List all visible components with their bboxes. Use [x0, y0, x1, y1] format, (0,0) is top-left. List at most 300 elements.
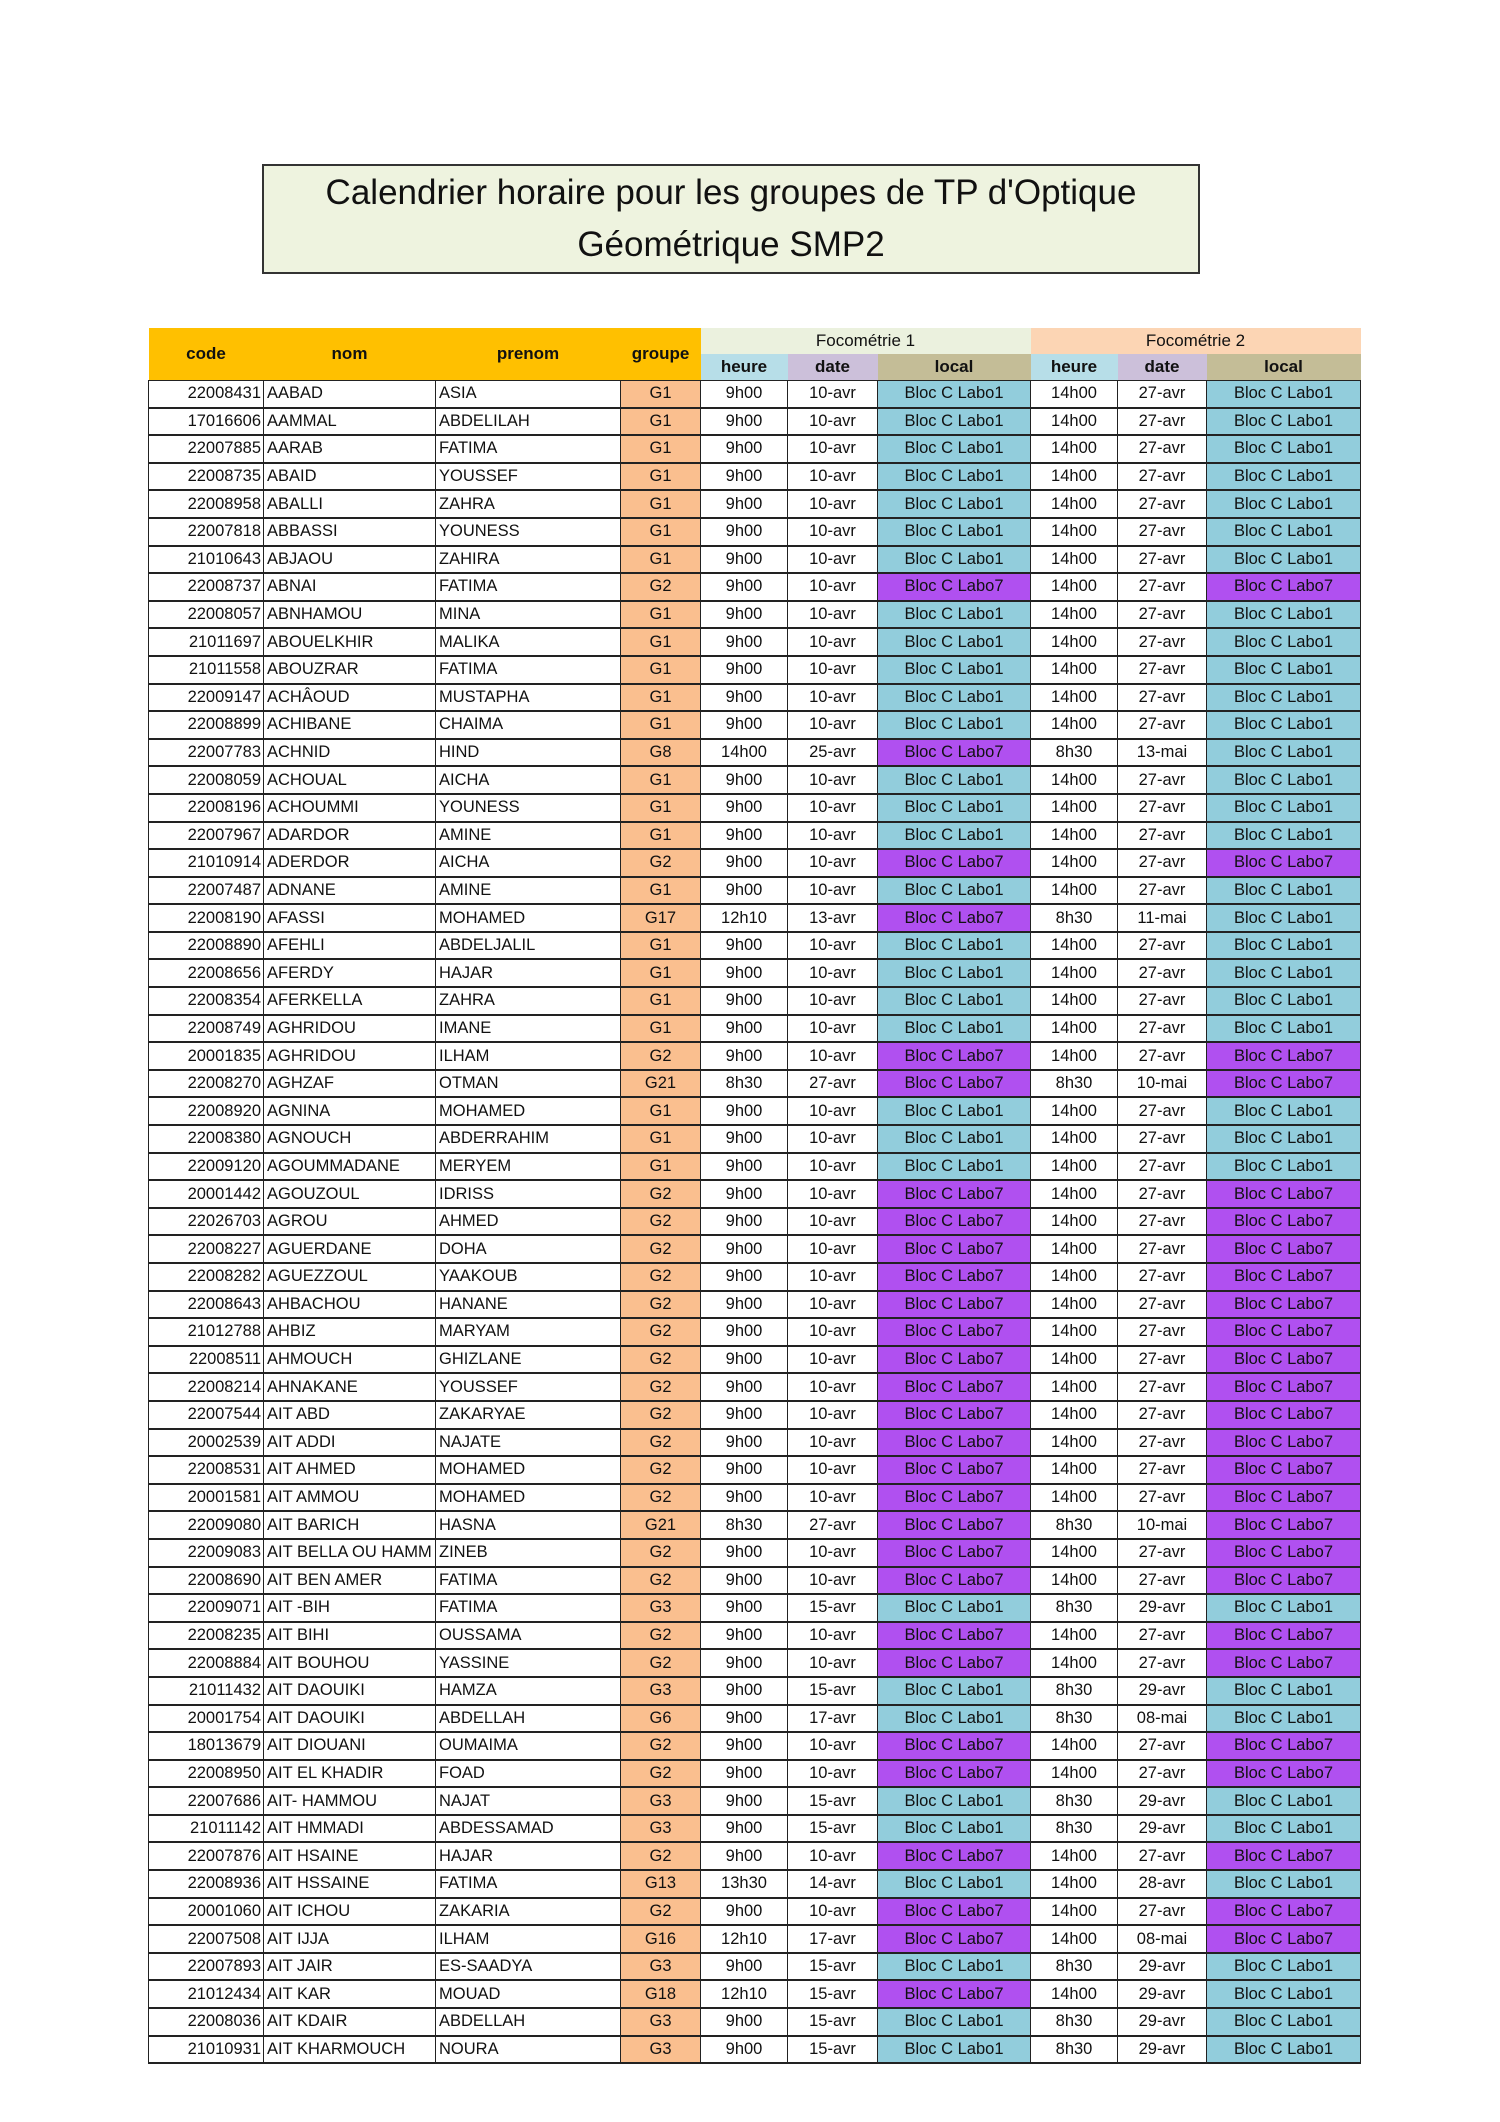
cell-groupe: G1: [621, 381, 701, 408]
cell-code: 21011558: [149, 656, 264, 684]
cell-date-2: 27-avr: [1118, 849, 1207, 877]
cell-heure-2: 14h00: [1031, 987, 1118, 1015]
cell-nom: AIT ICHOU: [264, 1898, 436, 1926]
cell-local-2: Bloc C Labo1: [1207, 932, 1361, 960]
cell-code: 20001442: [149, 1180, 264, 1208]
cell-groupe: G2: [621, 1346, 701, 1374]
table-row: [149, 1373, 1361, 1401]
cell-prenom: HAJAR: [436, 959, 621, 987]
cell-local-1: Bloc C Labo1: [878, 1097, 1031, 1125]
cell-prenom: ZAHRA: [436, 987, 621, 1015]
cell-heure-1: 9h00: [701, 987, 788, 1015]
cell-date-2: 27-avr: [1118, 1291, 1207, 1319]
cell-nom: ABBASSI: [264, 518, 436, 546]
cell-groupe: G2: [621, 1898, 701, 1926]
cell-date-1: 25-avr: [788, 739, 878, 767]
cell-date-2: 27-avr: [1118, 408, 1207, 436]
cell-date-1: 14-avr: [788, 1870, 878, 1898]
cell-local-1: Bloc C Labo1: [878, 518, 1031, 546]
cell-date-1: 10-avr: [788, 463, 878, 491]
cell-nom: AGOUMMADANE: [264, 1153, 436, 1181]
cell-code: 22007876: [149, 1842, 264, 1870]
cell-prenom: YOUNESS: [436, 518, 621, 546]
cell-code: 22007544: [149, 1401, 264, 1429]
cell-heure-2: 14h00: [1031, 1925, 1118, 1953]
cell-date-2: 28-avr: [1118, 1870, 1207, 1898]
cell-local-2: Bloc C Labo7: [1207, 1070, 1361, 1098]
cell-date-1: 10-avr: [788, 987, 878, 1015]
cell-nom: AIT KDAIR: [264, 2008, 436, 2036]
cell-heure-1: 9h00: [701, 1815, 788, 1843]
cell-heure-1: 9h00: [701, 1649, 788, 1677]
cell-code: 22007783: [149, 739, 264, 767]
cell-prenom: ABDELLAH: [436, 1705, 621, 1733]
cell-local-1: Bloc C Labo7: [878, 1511, 1031, 1539]
cell-local-1: Bloc C Labo1: [878, 628, 1031, 656]
cell-local-1: Bloc C Labo7: [878, 573, 1031, 601]
cell-heure-1: 9h00: [701, 628, 788, 656]
cell-prenom: HANANE: [436, 1291, 621, 1319]
cell-date-1: 10-avr: [788, 1760, 878, 1788]
table-row: [149, 1787, 1361, 1815]
cell-local-2: Bloc C Labo1: [1207, 463, 1361, 491]
cell-local-1: Bloc C Labo1: [878, 1677, 1031, 1705]
cell-date-1: 10-avr: [788, 711, 878, 739]
cell-nom: AIT BOUHOU: [264, 1649, 436, 1677]
cell-local-2: Bloc C Labo7: [1207, 1235, 1361, 1263]
cell-prenom: MOUAD: [436, 1980, 621, 2008]
cell-prenom: YOUSSEF: [436, 1373, 621, 1401]
cell-heure-1: 9h00: [701, 1842, 788, 1870]
cell-date-1: 10-avr: [788, 435, 878, 463]
table-row: [149, 739, 1361, 767]
cell-heure-2: 14h00: [1031, 435, 1118, 463]
cell-local-1: Bloc C Labo1: [878, 1153, 1031, 1181]
cell-nom: AHMOUCH: [264, 1346, 436, 1374]
cell-prenom: ZAKARIA: [436, 1898, 621, 1926]
cell-groupe: G1: [621, 766, 701, 794]
cell-heure-1: 9h00: [701, 1346, 788, 1374]
cell-groupe: G2: [621, 1760, 701, 1788]
cell-nom: AIT ADDI: [264, 1429, 436, 1457]
cell-heure-1: 9h00: [701, 463, 788, 491]
table-row: [149, 1484, 1361, 1512]
cell-nom: ABALLI: [264, 490, 436, 518]
cell-groupe: G2: [621, 1042, 701, 1070]
cell-heure-2: 8h30: [1031, 1953, 1118, 1981]
cell-date-2: 27-avr: [1118, 1429, 1207, 1457]
cell-heure-2: 8h30: [1031, 904, 1118, 932]
cell-nom: ABNHAMOU: [264, 601, 436, 629]
cell-date-2: 27-avr: [1118, 1456, 1207, 1484]
cell-prenom: MUSTAPHA: [436, 684, 621, 712]
cell-heure-1: 9h00: [701, 1677, 788, 1705]
cell-date-2: 11-mai: [1118, 904, 1207, 932]
cell-nom: AAMMAL: [264, 408, 436, 436]
cell-heure-1: 9h00: [701, 711, 788, 739]
cell-local-2: Bloc C Labo7: [1207, 1760, 1361, 1788]
table-row: [149, 959, 1361, 987]
cell-groupe: G3: [621, 1815, 701, 1843]
table-row: [149, 1180, 1361, 1208]
cell-groupe: G1: [621, 684, 701, 712]
cell-local-2: Bloc C Labo1: [1207, 518, 1361, 546]
cell-local-2: Bloc C Labo1: [1207, 1705, 1361, 1733]
cell-date-1: 10-avr: [788, 684, 878, 712]
cell-local-1: Bloc C Labo7: [878, 904, 1031, 932]
cell-heure-2: 14h00: [1031, 1373, 1118, 1401]
cell-nom: AHBIZ: [264, 1318, 436, 1346]
cell-date-1: 10-avr: [788, 546, 878, 574]
cell-local-2: Bloc C Labo1: [1207, 822, 1361, 850]
cell-heure-1: 9h00: [701, 932, 788, 960]
cell-prenom: MINA: [436, 601, 621, 629]
cell-prenom: MALIKA: [436, 628, 621, 656]
cell-heure-2: 14h00: [1031, 1097, 1118, 1125]
cell-local-2: Bloc C Labo7: [1207, 1208, 1361, 1236]
cell-groupe: G1: [621, 794, 701, 822]
cell-groupe: G2: [621, 1318, 701, 1346]
cell-code: 22008920: [149, 1097, 264, 1125]
cell-local-2: Bloc C Labo1: [1207, 877, 1361, 905]
cell-groupe: G13: [621, 1870, 701, 1898]
cell-prenom: MERYEM: [436, 1153, 621, 1181]
table-row: [149, 1125, 1361, 1153]
cell-nom: ACHIBANE: [264, 711, 436, 739]
table-row: [149, 573, 1361, 601]
table-row: [149, 1594, 1361, 1622]
cell-date-1: 10-avr: [788, 1898, 878, 1926]
table-row: [149, 1815, 1361, 1843]
cell-date-1: 13-avr: [788, 904, 878, 932]
cell-groupe: G3: [621, 1594, 701, 1622]
cell-code: 22007487: [149, 877, 264, 905]
cell-local-1: Bloc C Labo1: [878, 1953, 1031, 1981]
cell-local-2: Bloc C Labo7: [1207, 849, 1361, 877]
table-row: [149, 1980, 1361, 2008]
cell-code: 22007893: [149, 1953, 264, 1981]
cell-prenom: MOHAMED: [436, 1484, 621, 1512]
cell-code: 20001835: [149, 1042, 264, 1070]
cell-nom: ACHOUAL: [264, 766, 436, 794]
cell-prenom: ES-SAADYA: [436, 1953, 621, 1981]
cell-local-1: Bloc C Labo7: [878, 1925, 1031, 1953]
cell-heure-2: 14h00: [1031, 877, 1118, 905]
cell-local-2: Bloc C Labo7: [1207, 1042, 1361, 1070]
cell-nom: ADERDOR: [264, 849, 436, 877]
cell-heure-2: 14h00: [1031, 932, 1118, 960]
cell-local-1: Bloc C Labo1: [878, 766, 1031, 794]
cell-heure-2: 14h00: [1031, 711, 1118, 739]
table-row: [149, 1318, 1361, 1346]
cell-nom: ACHNID: [264, 739, 436, 767]
cell-heure-2: 8h30: [1031, 1594, 1118, 1622]
cell-date-1: 10-avr: [788, 573, 878, 601]
cell-groupe: G2: [621, 1291, 701, 1319]
cell-heure-2: 14h00: [1031, 546, 1118, 574]
cell-groupe: G2: [621, 1235, 701, 1263]
cell-heure-2: 14h00: [1031, 1842, 1118, 1870]
cell-local-1: Bloc C Labo1: [878, 1815, 1031, 1843]
cell-nom: AFEHLI: [264, 932, 436, 960]
header-local-1: local: [878, 354, 1031, 381]
cell-date-2: 27-avr: [1118, 766, 1207, 794]
cell-nom: AIT BELLA OU HAMM: [264, 1539, 436, 1567]
cell-groupe: G2: [621, 1429, 701, 1457]
cell-heure-1: 9h00: [701, 959, 788, 987]
cell-prenom: HAMZA: [436, 1677, 621, 1705]
cell-date-2: 27-avr: [1118, 1484, 1207, 1512]
cell-local-2: Bloc C Labo7: [1207, 1898, 1361, 1926]
header-local-2: local: [1207, 354, 1361, 381]
cell-prenom: YOUNESS: [436, 794, 621, 822]
cell-date-2: 27-avr: [1118, 601, 1207, 629]
cell-nom: AIT ABD: [264, 1401, 436, 1429]
cell-heure-2: 14h00: [1031, 1898, 1118, 1926]
cell-date-1: 10-avr: [788, 1346, 878, 1374]
cell-local-1: Bloc C Labo7: [878, 849, 1031, 877]
table-row: [149, 684, 1361, 712]
cell-groupe: G1: [621, 822, 701, 850]
cell-local-1: Bloc C Labo7: [878, 1235, 1031, 1263]
cell-heure-1: 9h00: [701, 1291, 788, 1319]
cell-nom: AFERDY: [264, 959, 436, 987]
cell-code: 22008059: [149, 766, 264, 794]
cell-local-2: Bloc C Labo1: [1207, 1953, 1361, 1981]
cell-local-1: Bloc C Labo1: [878, 959, 1031, 987]
cell-groupe: G3: [621, 1677, 701, 1705]
cell-local-2: Bloc C Labo1: [1207, 794, 1361, 822]
cell-code: 22008190: [149, 904, 264, 932]
cell-nom: AGHRIDOU: [264, 1015, 436, 1043]
cell-date-2: 27-avr: [1118, 1842, 1207, 1870]
cell-heure-2: 14h00: [1031, 1980, 1118, 2008]
cell-date-1: 10-avr: [788, 822, 878, 850]
cell-local-1: Bloc C Labo1: [878, 546, 1031, 574]
cell-date-1: 10-avr: [788, 1456, 878, 1484]
cell-heure-2: 8h30: [1031, 2008, 1118, 2036]
cell-date-1: 27-avr: [788, 1511, 878, 1539]
cell-date-2: 27-avr: [1118, 435, 1207, 463]
cell-prenom: AICHA: [436, 766, 621, 794]
cell-date-2: 27-avr: [1118, 1567, 1207, 1595]
cell-code: 22008950: [149, 1760, 264, 1788]
cell-date-2: 13-mai: [1118, 739, 1207, 767]
cell-nom: ABAID: [264, 463, 436, 491]
header-prenom: prenom: [436, 328, 621, 381]
cell-prenom: HASNA: [436, 1511, 621, 1539]
cell-date-2: 27-avr: [1118, 1208, 1207, 1236]
cell-heure-1: 8h30: [701, 1070, 788, 1098]
cell-groupe: G2: [621, 849, 701, 877]
cell-heure-2: 14h00: [1031, 1456, 1118, 1484]
cell-code: 22026703: [149, 1208, 264, 1236]
cell-local-2: Bloc C Labo7: [1207, 1180, 1361, 1208]
cell-heure-2: 14h00: [1031, 959, 1118, 987]
cell-date-2: 27-avr: [1118, 987, 1207, 1015]
cell-heure-1: 12h10: [701, 1925, 788, 1953]
cell-local-2: Bloc C Labo7: [1207, 1842, 1361, 1870]
cell-groupe: G2: [621, 1484, 701, 1512]
cell-date-2: 29-avr: [1118, 2036, 1207, 2064]
table-row: [149, 1429, 1361, 1457]
cell-groupe: G1: [621, 546, 701, 574]
table-row: [149, 1263, 1361, 1291]
cell-local-1: Bloc C Labo1: [878, 822, 1031, 850]
cell-groupe: G1: [621, 959, 701, 987]
cell-heure-1: 9h00: [701, 1953, 788, 1981]
cell-local-1: Bloc C Labo7: [878, 1346, 1031, 1374]
table-row: [149, 1153, 1361, 1181]
cell-heure-1: 9h00: [701, 601, 788, 629]
cell-heure-2: 14h00: [1031, 794, 1118, 822]
cell-code: 22008354: [149, 987, 264, 1015]
cell-groupe: G2: [621, 1539, 701, 1567]
cell-heure-1: 9h00: [701, 1567, 788, 1595]
cell-local-2: Bloc C Labo7: [1207, 1925, 1361, 1953]
cell-local-1: Bloc C Labo7: [878, 1539, 1031, 1567]
cell-local-2: Bloc C Labo7: [1207, 1622, 1361, 1650]
cell-date-2: 29-avr: [1118, 2008, 1207, 2036]
cell-prenom: FOAD: [436, 1760, 621, 1788]
cell-local-1: Bloc C Labo7: [878, 1429, 1031, 1457]
cell-nom: ABJAOU: [264, 546, 436, 574]
cell-groupe: G1: [621, 518, 701, 546]
cell-date-1: 10-avr: [788, 1125, 878, 1153]
cell-groupe: G16: [621, 1925, 701, 1953]
cell-groupe: G2: [621, 573, 701, 601]
cell-code: 22008958: [149, 490, 264, 518]
table-row: [149, 2008, 1361, 2036]
header-focometrie-2: Focométrie 2: [1031, 328, 1361, 354]
cell-prenom: HAJAR: [436, 1842, 621, 1870]
cell-local-1: Bloc C Labo7: [878, 1318, 1031, 1346]
cell-heure-2: 8h30: [1031, 1787, 1118, 1815]
cell-local-1: Bloc C Labo7: [878, 1180, 1031, 1208]
cell-local-2: Bloc C Labo1: [1207, 1980, 1361, 2008]
cell-code: 22008656: [149, 959, 264, 987]
table-row: [149, 1622, 1361, 1650]
cell-local-1: Bloc C Labo7: [878, 739, 1031, 767]
cell-local-2: Bloc C Labo1: [1207, 435, 1361, 463]
cell-local-1: Bloc C Labo1: [878, 1015, 1031, 1043]
table-row: [149, 1235, 1361, 1263]
cell-prenom: YAAKOUB: [436, 1263, 621, 1291]
cell-local-1: Bloc C Labo1: [878, 684, 1031, 712]
cell-heure-1: 9h00: [701, 1015, 788, 1043]
cell-heure-2: 14h00: [1031, 518, 1118, 546]
cell-local-1: Bloc C Labo1: [878, 490, 1031, 518]
cell-prenom: OUSSAMA: [436, 1622, 621, 1650]
cell-code: 22008890: [149, 932, 264, 960]
cell-groupe: G1: [621, 1153, 701, 1181]
cell-date-1: 10-avr: [788, 1153, 878, 1181]
cell-code: 21011697: [149, 628, 264, 656]
cell-heure-1: 9h00: [701, 1898, 788, 1926]
cell-heure-2: 8h30: [1031, 1511, 1118, 1539]
cell-groupe: G1: [621, 1015, 701, 1043]
cell-date-2: 29-avr: [1118, 1980, 1207, 2008]
cell-nom: AIT DAOUIKI: [264, 1705, 436, 1733]
table-row: [149, 1649, 1361, 1677]
cell-prenom: AMINE: [436, 877, 621, 905]
cell-code: 22007508: [149, 1925, 264, 1953]
cell-groupe: G2: [621, 1732, 701, 1760]
cell-prenom: NAJATE: [436, 1429, 621, 1457]
cell-heure-2: 14h00: [1031, 1429, 1118, 1457]
cell-date-1: 15-avr: [788, 2036, 878, 2064]
cell-heure-1: 9h00: [701, 1732, 788, 1760]
cell-code: 22008899: [149, 711, 264, 739]
cell-local-1: Bloc C Labo1: [878, 1870, 1031, 1898]
cell-local-1: Bloc C Labo7: [878, 1842, 1031, 1870]
cell-prenom: IDRISS: [436, 1180, 621, 1208]
cell-date-2: 27-avr: [1118, 1153, 1207, 1181]
cell-code: 22008431: [149, 381, 264, 408]
cell-date-2: 27-avr: [1118, 1760, 1207, 1788]
cell-code: 22008380: [149, 1125, 264, 1153]
cell-code: 20001060: [149, 1898, 264, 1926]
cell-code: 18013679: [149, 1732, 264, 1760]
cell-local-1: Bloc C Labo7: [878, 1456, 1031, 1484]
cell-nom: AIT HSAINE: [264, 1842, 436, 1870]
cell-local-2: Bloc C Labo7: [1207, 1567, 1361, 1595]
cell-local-2: Bloc C Labo1: [1207, 490, 1361, 518]
cell-date-1: 10-avr: [788, 1484, 878, 1512]
cell-local-2: Bloc C Labo7: [1207, 1429, 1361, 1457]
cell-date-1: 10-avr: [788, 1180, 878, 1208]
cell-code: 22008282: [149, 1263, 264, 1291]
cell-date-1: 10-avr: [788, 1429, 878, 1457]
cell-groupe: G1: [621, 435, 701, 463]
cell-heure-2: 14h00: [1031, 1042, 1118, 1070]
cell-heure-2: 14h00: [1031, 1870, 1118, 1898]
cell-code: 22008884: [149, 1649, 264, 1677]
cell-local-2: Bloc C Labo1: [1207, 546, 1361, 574]
cell-nom: ADNANE: [264, 877, 436, 905]
cell-local-2: Bloc C Labo1: [1207, 2036, 1361, 2064]
cell-code: 22008235: [149, 1622, 264, 1650]
cell-local-2: Bloc C Labo1: [1207, 711, 1361, 739]
cell-date-2: 27-avr: [1118, 656, 1207, 684]
cell-heure-1: 9h00: [701, 794, 788, 822]
cell-code: 22009071: [149, 1594, 264, 1622]
cell-groupe: G2: [621, 1567, 701, 1595]
cell-nom: AIT HSSAINE: [264, 1870, 436, 1898]
cell-date-2: 27-avr: [1118, 1622, 1207, 1650]
cell-nom: AIT HMMADI: [264, 1815, 436, 1843]
table-row: [149, 1070, 1361, 1098]
cell-code: 21010931: [149, 2036, 264, 2064]
cell-code: 21012434: [149, 1980, 264, 2008]
cell-local-1: Bloc C Labo7: [878, 1401, 1031, 1429]
cell-date-1: 15-avr: [788, 2008, 878, 2036]
cell-date-1: 27-avr: [788, 1070, 878, 1098]
header-groupe: groupe: [621, 328, 701, 381]
cell-prenom: FATIMA: [436, 656, 621, 684]
cell-groupe: G2: [621, 1649, 701, 1677]
cell-date-2: 10-mai: [1118, 1511, 1207, 1539]
cell-local-1: Bloc C Labo1: [878, 932, 1031, 960]
cell-prenom: CHAIMA: [436, 711, 621, 739]
cell-code: 22009120: [149, 1153, 264, 1181]
table-row: [149, 1732, 1361, 1760]
cell-date-2: 27-avr: [1118, 1125, 1207, 1153]
cell-prenom: ABDELJALIL: [436, 932, 621, 960]
cell-prenom: MOHAMED: [436, 1456, 621, 1484]
cell-date-1: 10-avr: [788, 1539, 878, 1567]
cell-heure-1: 9h00: [701, 381, 788, 408]
